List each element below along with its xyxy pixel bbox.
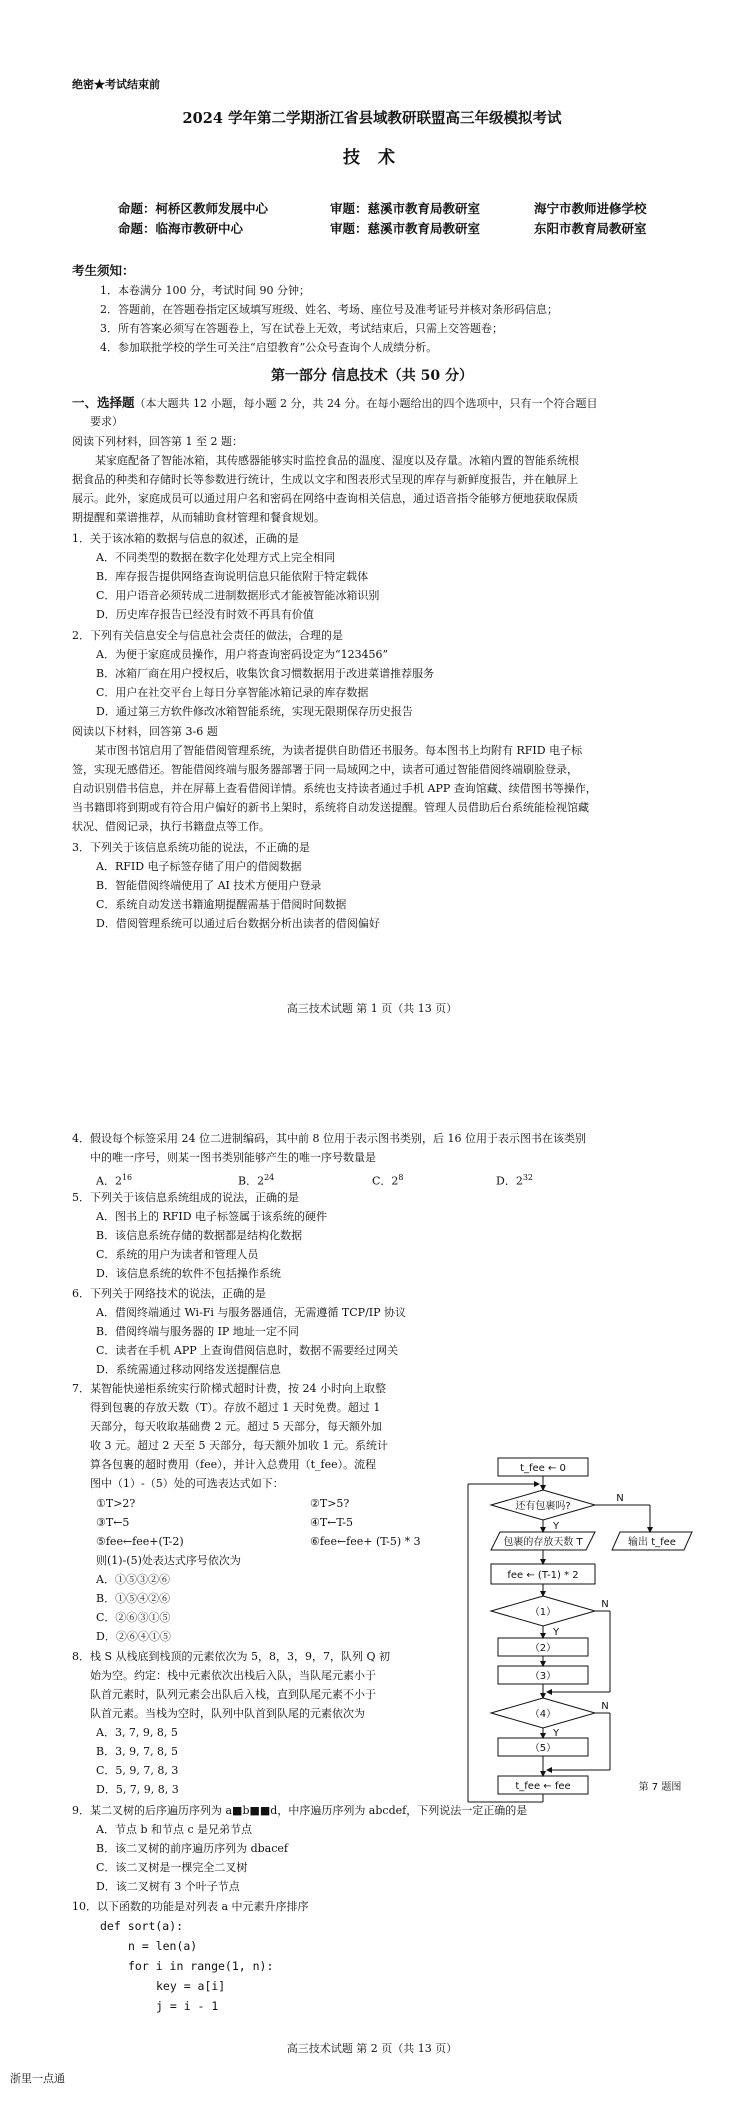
exam-title: 2024 学年第二学期浙江省县域教研联盟高三年级模拟考试 bbox=[182, 110, 562, 127]
q4-d-label: D．2 bbox=[496, 1174, 523, 1188]
page-1 bbox=[0, 0, 744, 1030]
q1-option: C．用户语音必须转成二进制数据形式才能被智能冰箱识别 bbox=[96, 589, 380, 602]
notice-item: 2．答题前，在答题卷指定区域填写班级、姓名、考场、座位号及准考证号并核对条形码信息； bbox=[100, 303, 558, 316]
staff-2-reviewer: 审题：慈溪市教育局教研室 bbox=[330, 221, 481, 236]
q9-option: B．该二叉树的前序遍历序列为 dbacef bbox=[96, 1842, 288, 1855]
question-7-line: 收 3 元。超过 2 天至 5 天部分，每天额外加收 1 元。系统计 bbox=[90, 1439, 388, 1452]
question-7-line: 算各包裹的超时费用（fee），并计入总费用（t_fee）。流程 bbox=[90, 1458, 377, 1471]
question-8-line: 队首元素时，队列元素会出队后入栈，直到队尾元素不小于 bbox=[90, 1688, 376, 1701]
q8-option: B．3, 9, 7, 8, 5 bbox=[96, 1745, 179, 1758]
code-line: n = len(a) bbox=[128, 1939, 198, 1953]
section1-heading bbox=[72, 394, 598, 412]
question-9: 9．某二叉树的后序遍历序列为 a■b■■d，中序遍历序列为 abcdef，下列说法一定正确的是 bbox=[72, 1804, 528, 1817]
flow-no-1: N bbox=[616, 1493, 624, 1504]
subject-title: 技 术 bbox=[343, 148, 401, 168]
q4-c-exp: 8 bbox=[398, 1173, 404, 1182]
q7-option: D．②⑥④①⑤ bbox=[96, 1630, 171, 1643]
q6-option: D．系统需通过移动网络发送提醒信息 bbox=[96, 1363, 281, 1376]
staff-2-reviewer2: 东阳市教育局教研室 bbox=[534, 221, 647, 236]
flow-cond-text: 还有包裹吗? bbox=[515, 1501, 571, 1512]
reading-prompt-2: 阅读以下材料，回答第 3-6 题 bbox=[72, 725, 218, 738]
material-line: 展示。此外，家庭成员可以通过用户名和密码在网络中查询相关信息，通过语音指令能够方便地获取保质 bbox=[72, 492, 578, 505]
watermark: 浙里一点通 bbox=[10, 2072, 65, 2085]
q4-option-b bbox=[238, 1169, 274, 1190]
q4-option-d bbox=[496, 1169, 533, 1190]
q4-option-a bbox=[96, 1169, 132, 1190]
q5-option: A．图书上的 RFID 电子标签属于该系统的硬件 bbox=[96, 1210, 328, 1223]
q8-option: D．5, 7, 9, 8, 3 bbox=[96, 1783, 179, 1796]
section1-head: 一、选择题 bbox=[72, 395, 135, 410]
material-line: 期提醒和菜谱推荐，从而辅助食材管理和餐食规划。 bbox=[72, 511, 325, 524]
question-8-line: 队首元素。当栈为空时，队列中队首到队尾的元素依次为 bbox=[90, 1707, 365, 1720]
q7-option: B．①⑤④②⑥ bbox=[96, 1592, 171, 1605]
flow-fee-text: fee ← (T-1) * 2 bbox=[507, 1570, 579, 1581]
section1-desc-2: 要求） bbox=[90, 415, 123, 428]
part1-title: 第一部分 信息技术（共 50 分） bbox=[270, 368, 474, 384]
q4-b-exp: 24 bbox=[264, 1173, 275, 1182]
material-line: 当书籍即将到期或有符合用户偏好的新书上架时，系统将自动发送提醒。管理人员借助后台系统能检视馆藏 bbox=[72, 801, 589, 814]
code-line: for i in range(1, n): bbox=[128, 1959, 274, 1973]
page-footer: 高三技术试题 第 2 页（共 13 页） bbox=[286, 2042, 458, 2055]
q4-a-exp: 16 bbox=[121, 1173, 133, 1182]
question-1: 1．关于该冰箱的数据与信息的叙述，正确的是 bbox=[72, 532, 299, 545]
q7-expr: ③T←5 bbox=[96, 1516, 130, 1529]
code-line: j = i - 1 bbox=[156, 1999, 219, 2013]
flow-acc-text: t_fee ← fee bbox=[515, 1781, 571, 1792]
q3-option: B．智能借阅终端使用了 AI 技术方便用户登录 bbox=[96, 879, 322, 892]
flow-input-text: 包裹的存放天数 T bbox=[503, 1537, 583, 1548]
q7-expr: ②T>5? bbox=[310, 1497, 350, 1510]
question-4-cont: 中的唯一序号，则某一图书类别能够产生的唯一序号数量是 bbox=[90, 1151, 376, 1164]
material-line: 自动识别借书信息，并在屏幕上查看借阅详情。系统也支持读者通过手机 APP 查询馆藏、续借图书等操作， bbox=[72, 782, 597, 795]
q2-option: A．为便于家庭成员操作，用户将查询密码设定为“123456” bbox=[96, 648, 389, 661]
page-footer: 高三技术试题 第 1 页（共 13 页） bbox=[286, 1002, 458, 1015]
code-line: key = a[i] bbox=[156, 1979, 226, 1993]
material-line: 某市图书馆启用了智能借阅管理系统，为读者提供自助借还书服务。每本图书上均附有 RFID 电子标 bbox=[95, 744, 583, 757]
question-6: 6．下列关于网络技术的说法，正确的是 bbox=[72, 1287, 266, 1300]
q8-option: C．5, 9, 7, 8, 3 bbox=[96, 1764, 179, 1777]
material-line: 据食品的种类和存储时长等参数进行统计，生成以文字和图表形式呈现的库存与新鲜度报告，并在触屏上 bbox=[72, 473, 578, 486]
q7-ask: 则(1)-(5)处表达式序号依次为 bbox=[96, 1554, 241, 1567]
q2-option: D．通过第三方软件修改冰箱智能系统，实现无限期保存历史报告 bbox=[96, 705, 413, 718]
q2-option: B．冰箱厂商在用户授权后，收集饮食习惯数据用于改进菜谱推荐服务 bbox=[96, 667, 435, 680]
staff-2-author: 命题：临海市教研中心 bbox=[118, 221, 244, 236]
q3-option: C．系统自动发送书籍逾期提醒需基于借阅时间数据 bbox=[96, 898, 347, 911]
code-line: def sort(a): bbox=[100, 1919, 184, 1933]
question-8-line: 8．栈 S 从栈底到栈顶的元素依次为 5，8，3，9，7，队列 Q 初 bbox=[72, 1650, 391, 1663]
staff-1-reviewer: 审题：慈溪市教育局教研室 bbox=[330, 201, 481, 216]
question-7-line: 7．某智能快递柜系统实行阶梯式超时计费，按 24 小时向上取整 bbox=[72, 1382, 386, 1395]
flow-no-3: N bbox=[601, 1701, 609, 1712]
question-7-line: 得到包裹的存放天数（T）。存放不超过 1 天时免费。超过 1 bbox=[90, 1401, 381, 1414]
flow-c4-text: （4） bbox=[529, 1709, 557, 1720]
secret-mark: 绝密★考试结束前 bbox=[72, 78, 160, 91]
q6-option: A．借阅终端通过 Wi-Fi 与服务器通信，无需遵循 TCP/IP 协议 bbox=[96, 1306, 407, 1319]
notice-item: 3．所有答案必须写在答题卷上，写在试卷上无效，考试结束后，只需上交答题卷； bbox=[100, 322, 503, 335]
flow-b5-text: （5） bbox=[529, 1743, 557, 1754]
question-3: 3．下列关于该信息系统功能的说法，不正确的是 bbox=[72, 841, 310, 854]
notice-item: 4．参加联批学校的学生可关注“启望教育”公众号查询个人成绩分析。 bbox=[100, 341, 438, 354]
q4-option-c bbox=[372, 1169, 404, 1190]
reading-prompt-1: 阅读下列材料，回答第 1 至 2 题： bbox=[72, 435, 243, 448]
q9-option: C．该二叉树是一棵完全二叉树 bbox=[96, 1861, 248, 1874]
q7-expr: ④T←T-5 bbox=[310, 1516, 354, 1529]
q4-d-exp: 32 bbox=[522, 1173, 534, 1182]
q5-option: B．该信息系统存储的数据都是结构化数据 bbox=[96, 1229, 303, 1242]
material-line: 签，实现无感借还。智能借阅终端与服务器部署于同一局域网之中，读者可通过智能借阅终端刷脸登录， bbox=[72, 763, 578, 776]
q6-option: B．借阅终端与服务器的 IP 地址一定不同 bbox=[96, 1325, 299, 1338]
q8-option: A．3, 7, 9, 8, 5 bbox=[96, 1726, 178, 1739]
q7-option: C．②⑥③①⑤ bbox=[96, 1611, 171, 1624]
q1-option: D．历史库存报告已经没有时效不再具有价值 bbox=[96, 608, 314, 621]
question-7-line: 图中（1）-（5）处的可选表达式如下： bbox=[90, 1477, 284, 1490]
flow-b2-text: （2） bbox=[529, 1643, 557, 1654]
q2-option: C．用户在社交平台上每日分享智能冰箱记录的库存数据 bbox=[96, 686, 369, 699]
question-8-line: 始为空。约定：栈中元素依次出栈后入队，当队尾元素小于 bbox=[90, 1669, 376, 1682]
flowchart bbox=[460, 1440, 720, 1810]
q4-c-label: C．2 bbox=[372, 1174, 399, 1188]
flow-c1-text: （1） bbox=[529, 1607, 557, 1618]
q3-option: D．借阅管理系统可以通过后台数据分析出读者的借阅偏好 bbox=[96, 917, 380, 930]
question-10: 10．以下函数的功能是对列表 a 中元素升序排序 bbox=[72, 1900, 309, 1913]
flow-init-text: t_fee ← 0 bbox=[520, 1463, 566, 1474]
question-5: 5．下列关于该信息系统组成的说法，正确的是 bbox=[72, 1191, 299, 1204]
q9-option: D．该二叉树有 3 个叶子节点 bbox=[96, 1880, 240, 1893]
flow-yes-1: Y bbox=[553, 1521, 560, 1532]
q1-option: A．不同类型的数据在数字化处理方式上完全相同 bbox=[96, 551, 335, 564]
section1-desc: （本大题共 12 小题，每小题 2 分，共 24 分。在每小题给出的四个选项中，只有一个符合题目 bbox=[134, 397, 598, 410]
q7-expr: ⑤fee←fee+(T-2) bbox=[96, 1535, 184, 1548]
q7-expr: ①T>2? bbox=[96, 1497, 136, 1510]
q4-b-label: B．2 bbox=[238, 1174, 265, 1188]
q7-expr: ⑥fee←fee+ (T-5) * 3 bbox=[310, 1535, 421, 1548]
flow-b3-text: （3） bbox=[529, 1671, 557, 1682]
q5-option: D．该信息系统的软件不包括操作系统 bbox=[96, 1267, 281, 1280]
page-2 bbox=[0, 1030, 744, 2104]
material-line: 某家庭配备了智能冰箱，其传感器能够实时监控食品的温度、湿度以及存量。冰箱内置的智能系统根 bbox=[95, 454, 579, 467]
flow-yes-3: Y bbox=[553, 1728, 560, 1739]
flow-output-text: 输出 t_fee bbox=[628, 1537, 676, 1548]
flow-caption: 第 7 题图 bbox=[638, 1782, 682, 1793]
q9-option: A．节点 b 和节点 c 是兄弟节点 bbox=[96, 1823, 253, 1836]
q6-option: C．读者在手机 APP 上查询借阅信息时，数据不需要经过网关 bbox=[96, 1344, 399, 1357]
staff-1-reviewer2: 海宁市教师进修学校 bbox=[534, 201, 647, 216]
q4-a-label: A．2 bbox=[96, 1174, 122, 1188]
flow-no-2: N bbox=[601, 1599, 609, 1610]
question-2: 2．下列有关信息安全与信息社会责任的做法，合理的是 bbox=[72, 629, 343, 642]
q5-option: C．系统的用户为读者和管理人员 bbox=[96, 1248, 259, 1261]
flow-yes-2: Y bbox=[553, 1627, 560, 1638]
q7-option: A．①⑤③②⑥ bbox=[96, 1573, 170, 1586]
q3-option: A．RFID 电子标签存储了用户的借阅数据 bbox=[96, 860, 302, 873]
q1-option: B．库存报告提供网络查询说明信息只能依附于特定载体 bbox=[96, 570, 369, 583]
question-4: 4．假设每个标签采用 24 位二进制编码，其中前 8 位用于表示图书类别，后 16 位用于表示图书在该类别 bbox=[72, 1132, 586, 1145]
question-7-line: 天部分，每天收取基础费 2 元。超过 5 天部分，每天额外加 bbox=[90, 1420, 382, 1433]
material-line: 状况、借阅记录，执行书籍盘点等工作。 bbox=[72, 820, 270, 833]
staff-1-author: 命题：柯桥区教师发展中心 bbox=[118, 201, 269, 216]
notice-item: 1．本卷满分 100 分，考试时间 90 分钟； bbox=[100, 284, 310, 297]
notice-title: 考生须知： bbox=[72, 263, 135, 278]
